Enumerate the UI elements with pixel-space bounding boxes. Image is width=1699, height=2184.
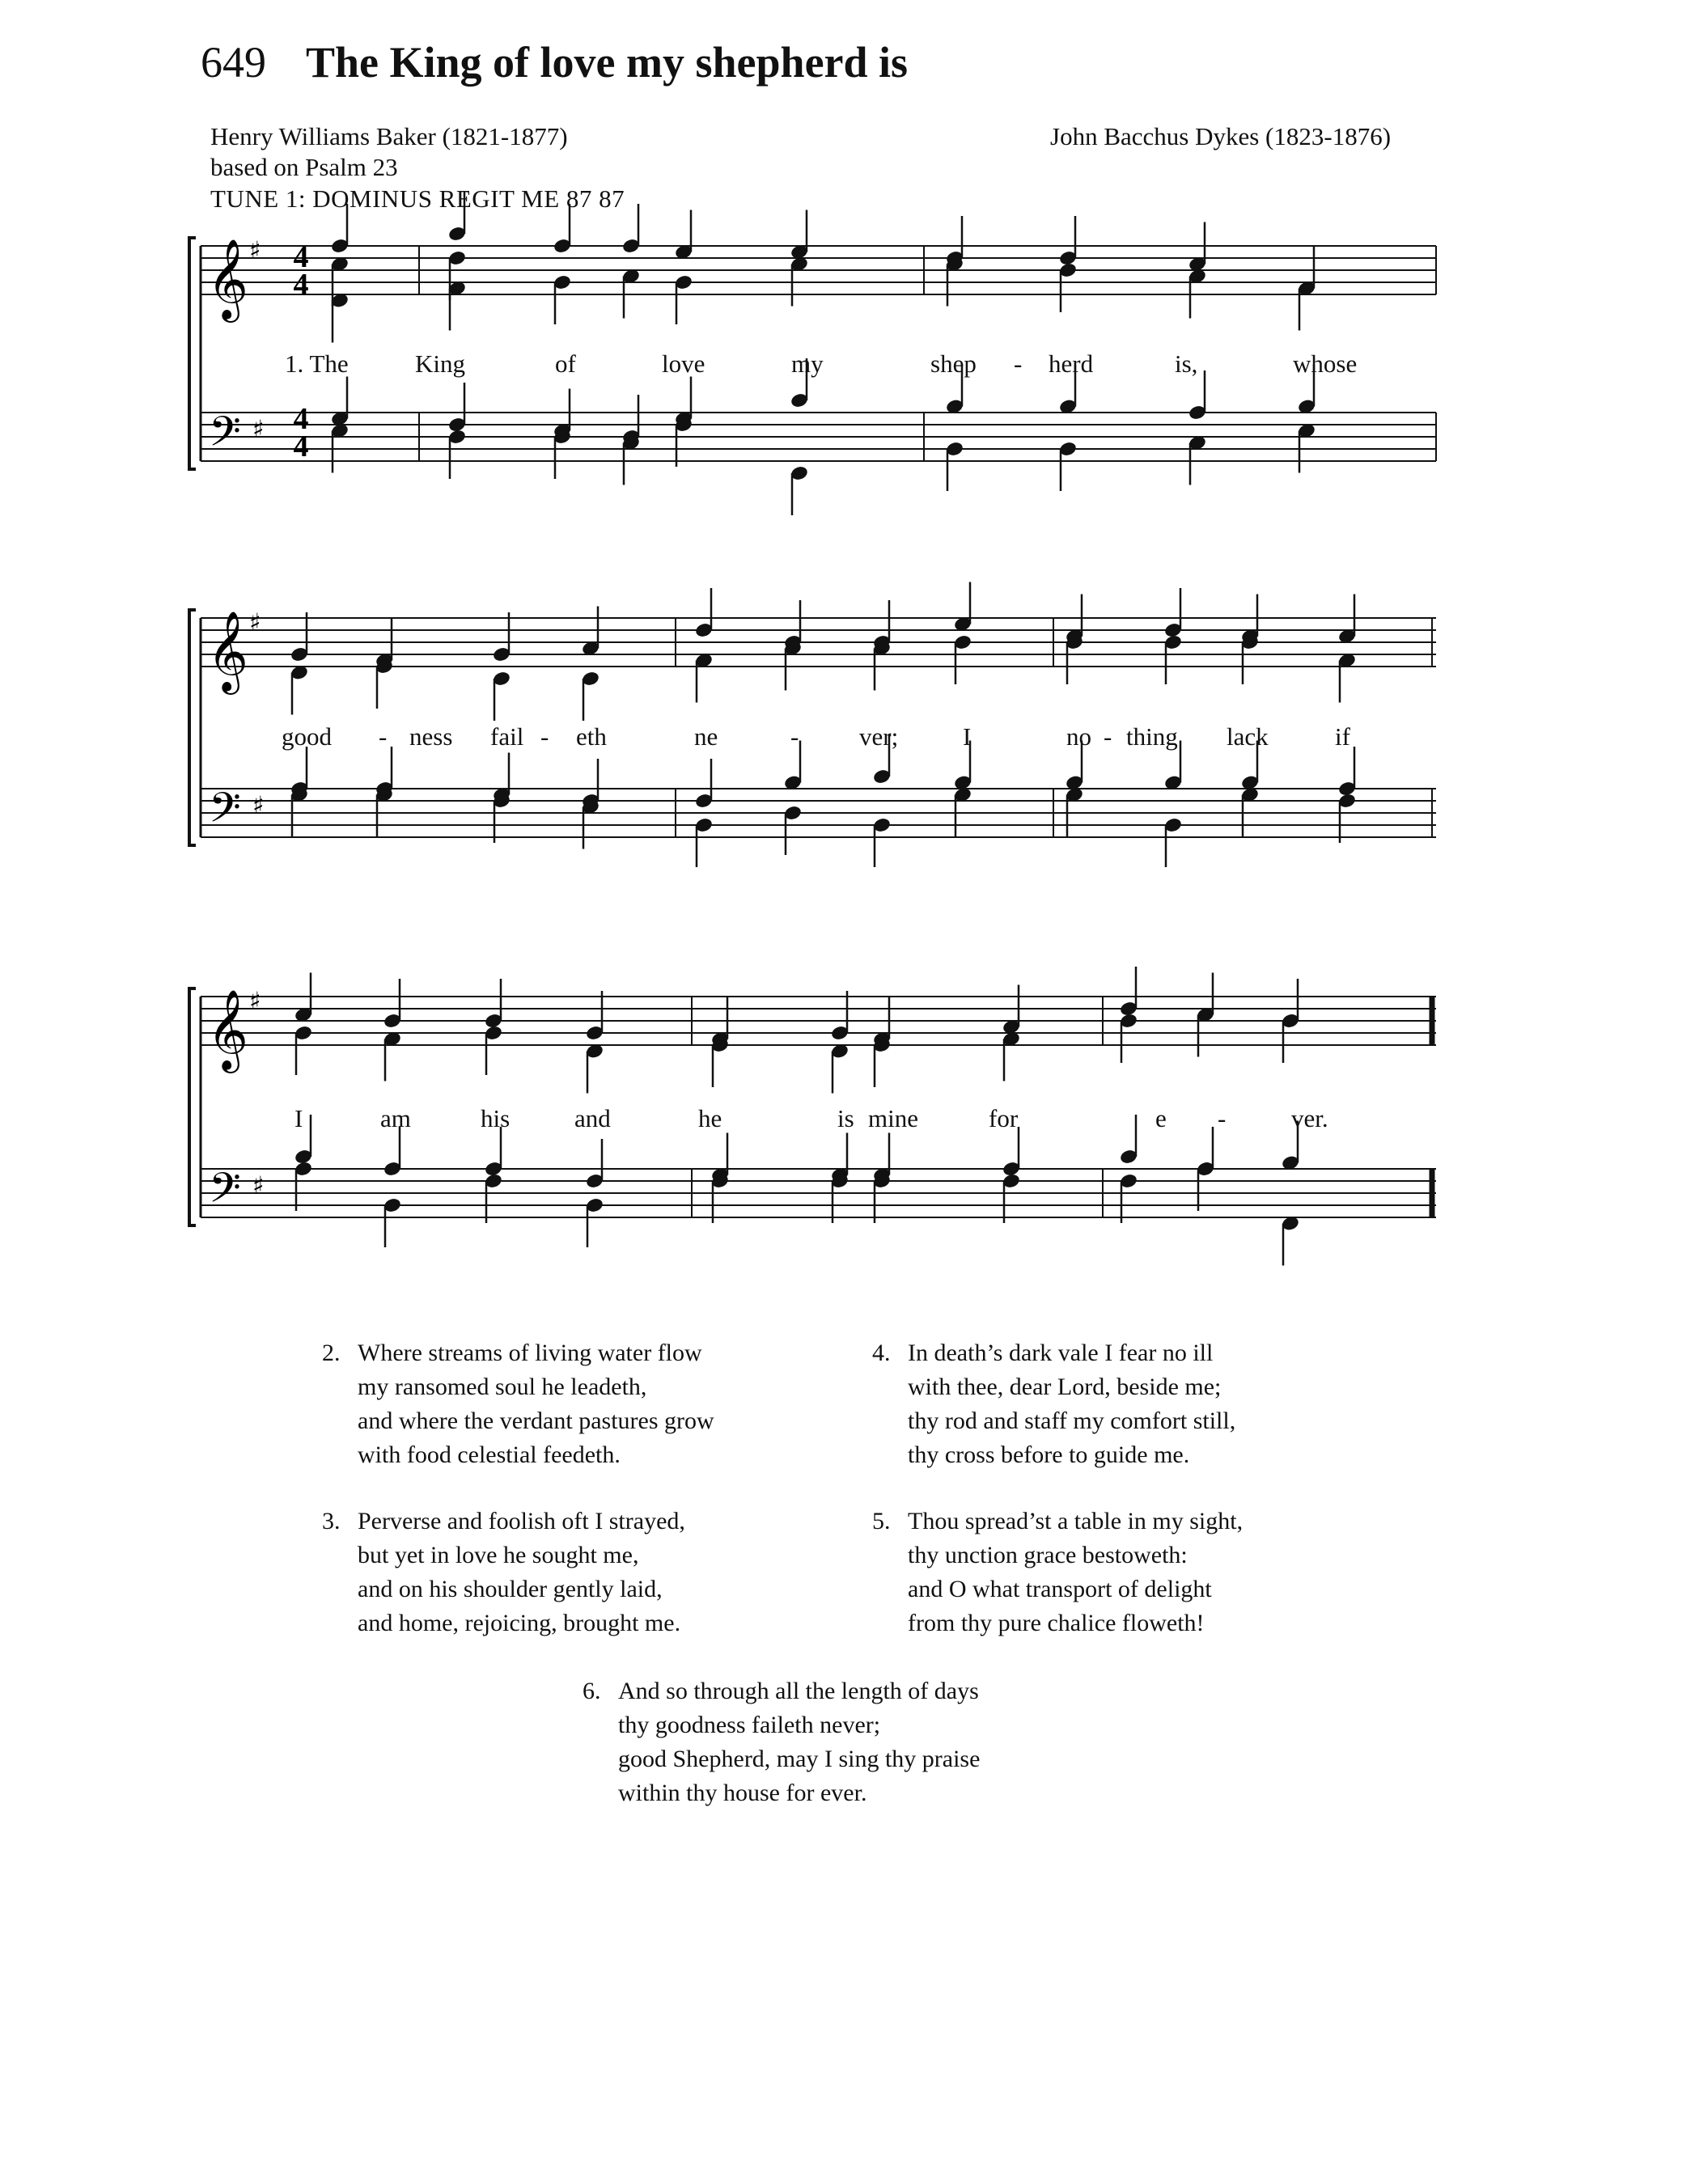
lyric-hyphen: - <box>1014 349 1023 378</box>
lyric-syllable: no <box>1066 722 1091 751</box>
lyric-syllable: his <box>481 1104 511 1132</box>
bass-clef-icon: 𝄢 <box>209 1163 241 1222</box>
lyric-hyphen: - <box>1218 1104 1227 1132</box>
lyric-syllable: if <box>1335 722 1350 751</box>
lyric-syllable: ver; <box>859 722 899 751</box>
time-signature-bass-upper: 4 <box>293 402 309 436</box>
lyric-syllable: whose <box>1293 349 1358 378</box>
lyric-syllable: lack <box>1227 722 1269 751</box>
verse-line: In death’s dark vale I fear no ill <box>908 1340 1214 1366</box>
lyric-syllable: he <box>698 1104 722 1132</box>
system-bracket <box>189 988 196 1225</box>
verse-number: 4. <box>872 1340 891 1366</box>
time-signature-treble-upper: 4 <box>293 240 309 274</box>
treble-clef-icon: 𝄞 <box>207 989 248 1070</box>
lyric-syllable: love <box>662 349 705 378</box>
verse-line: with food celestial feedeth. <box>358 1441 621 1468</box>
lyric-syllable: ver. <box>1291 1104 1328 1132</box>
words-source: based on Psalm 23 <box>210 153 398 181</box>
verse-2 <box>322 1336 714 1472</box>
verse-line: and on his shoulder gently laid, <box>358 1576 663 1602</box>
verse-line: thy goodness faileth never; <box>618 1712 881 1738</box>
lyric-hyphen: - <box>540 722 549 751</box>
lyric-syllable: for <box>989 1104 1019 1132</box>
verse-number: 3. <box>322 1508 341 1534</box>
verse-4 <box>872 1336 1235 1472</box>
lyric-hyphen: - <box>1104 722 1112 751</box>
system-bracket <box>189 238 196 469</box>
lyric-syllable: herd <box>1049 349 1094 378</box>
lyric-syllable: is, <box>1175 349 1198 378</box>
verse-line: thy unction grace bestoweth: <box>908 1542 1188 1568</box>
lyric-syllable: I <box>294 1104 303 1132</box>
verse-line: thy cross before to guide me. <box>908 1441 1190 1468</box>
lyric-syllable: my <box>791 349 824 378</box>
verse-number: 6. <box>583 1678 601 1704</box>
lyric-syllable: of <box>555 349 576 378</box>
lyric-hyphen: - <box>379 722 388 751</box>
verse-5 <box>872 1505 1243 1640</box>
verse-line: Perverse and foolish oft I strayed, <box>358 1508 685 1534</box>
verse-line: but yet in love he sought me, <box>358 1542 639 1568</box>
lyric-syllable: thing <box>1126 722 1178 751</box>
sharp-icon: ♯ <box>252 1171 265 1200</box>
bass-clef-icon: 𝄢 <box>209 783 241 842</box>
lyric-syllable: ness <box>409 722 453 751</box>
music-author: John Bacchus Dykes (1823-1876) <box>1050 122 1392 150</box>
lyric-hyphen: - <box>790 722 799 751</box>
verse-line: and O what transport of delight <box>908 1576 1212 1602</box>
bass-clef-icon: 𝄢 <box>209 407 241 466</box>
words-author: Henry Williams Baker (1821-1877) <box>210 122 568 150</box>
lyric-syllable: good <box>282 722 332 751</box>
treble-clef-icon: 𝄞 <box>207 611 248 692</box>
verse-3 <box>322 1505 685 1640</box>
time-signature-treble-lower: 4 <box>293 268 309 302</box>
hymn-number: 649 <box>201 38 266 87</box>
verse-6 <box>583 1674 980 1810</box>
sharp-icon: ♯ <box>252 415 265 444</box>
lyric-syllable: 1. The <box>285 349 349 378</box>
lyric-syllable: fail <box>490 722 524 751</box>
verse-number: 5. <box>872 1508 891 1534</box>
lyric-syllable: ne <box>694 722 718 751</box>
verse-line: within thy house for ever. <box>618 1780 867 1806</box>
verse-line: thy rod and staff my comfort still, <box>908 1407 1236 1434</box>
verse-line: Where streams of living water flow <box>358 1340 702 1366</box>
verse-line: and home, rejoicing, brought me. <box>358 1610 681 1636</box>
lyric-syllable: King <box>415 349 465 378</box>
lyric-syllable: is <box>837 1104 854 1132</box>
hymn-title: The King of love my shepherd is <box>306 38 909 87</box>
verse-line: my ransomed soul he leadeth, <box>358 1373 647 1400</box>
verse-line: and where the verdant pastures grow <box>358 1407 714 1434</box>
verse-line: And so through all the length of days <box>618 1678 979 1704</box>
lyric-syllable: am <box>380 1104 411 1132</box>
lyric-syllable: eth <box>576 722 607 751</box>
lyric-syllable: mine <box>868 1104 918 1132</box>
sharp-icon: ♯ <box>249 987 261 1016</box>
system-bracket <box>189 610 196 845</box>
treble-clef-icon: 𝄞 <box>207 239 248 320</box>
lyric-syllable: and <box>574 1104 611 1132</box>
time-signature-bass-lower: 4 <box>293 430 309 463</box>
verse-line: from thy pure chalice floweth! <box>908 1610 1205 1636</box>
sharp-icon: ♯ <box>252 791 265 820</box>
sharp-icon: ♯ <box>249 608 261 637</box>
verse-line: Thou spread’st a table in my sight, <box>908 1508 1244 1534</box>
lyric-syllable: e <box>1155 1104 1167 1132</box>
lyric-syllable: I <box>963 722 972 751</box>
lyric-syllable: shep <box>930 349 977 378</box>
sharp-icon: ♯ <box>249 236 261 265</box>
verse-line: good Shepherd, may I sing thy praise <box>618 1746 981 1772</box>
verse-line: with thee, dear Lord, beside me; <box>908 1373 1222 1400</box>
verse-number: 2. <box>322 1340 341 1366</box>
tune-label: TUNE 1: DOMINUS REGIT ME 87 87 <box>210 184 625 213</box>
